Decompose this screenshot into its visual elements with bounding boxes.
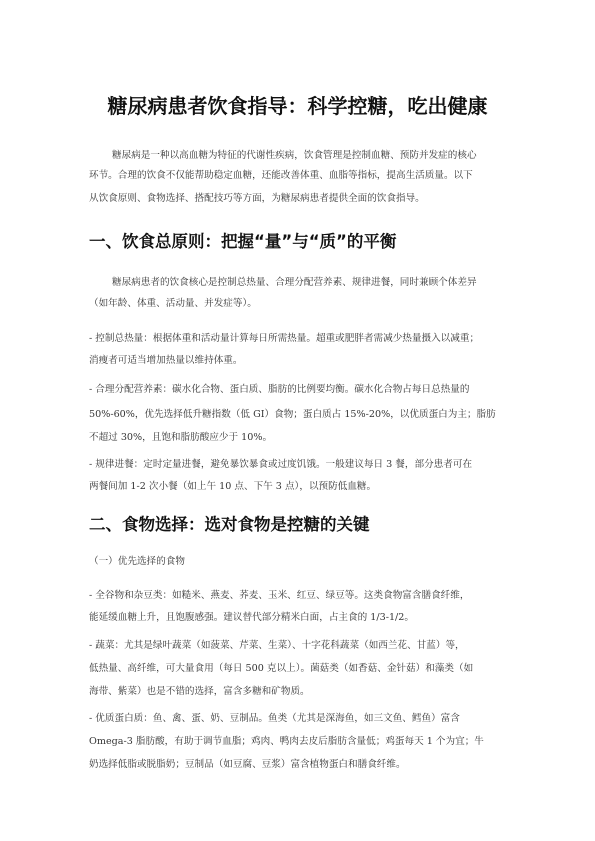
- list-item-line: 不超过 30%，且饱和脂肪酸应少于 10%。: [89, 432, 273, 443]
- principles-paragraph-line: （如年龄、体重、活动量、并发症等）。: [89, 298, 257, 309]
- list-item-line: 低热量、高纤维，可大量食用（每日 500 克以上）。菌菇类（如香菇、金针菇）和藻类（如: [89, 663, 474, 674]
- list-item-line: - 控制总热量：根据体重和活动量计算每日所需热量。超重或肥胖者需减少热量摄入以减重；: [89, 333, 480, 344]
- intro-line: 糖尿病是一种以高血糖为特征的代谢性疾病，饮食管理是控制血糖、预防并发症的核心: [112, 150, 477, 161]
- intro-line: 从饮食原则、食物选择、搭配技巧等方面，为糖尿病患者提供全面的饮食指导。: [89, 193, 425, 204]
- list-item-line: - 全谷物和杂豆类：如糙米、燕麦、荞麦、玉米、红豆、绿豆等。这类食物富含膳食纤维，: [89, 590, 470, 601]
- list-item-line: Omega-3 脂肪酸，有助于调节血脂；鸡肉、鸭肉去皮后脂肪含量低；鸡蛋每天 1 个为宜；牛: [89, 736, 484, 747]
- list-item-line: 两餐间加 1-2 次小餐（如上午 10 点、下午 3 点），以预防低血糖。: [89, 481, 377, 492]
- list-item-line: 奶选择低脂或脱脂奶；豆制品（如豆腐、豆浆）富含植物蛋白和膳食纤维。: [89, 759, 406, 770]
- list-item-line: - 合理分配营养素：碳水化合物、蛋白质、脂肪的比例要均衡。碳水化合物占每日总热量的: [89, 384, 470, 395]
- section-heading-food-choice: 二、食物选择：选对食物是控糖的关键: [89, 515, 370, 534]
- list-item-line: - 蔬菜：尤其是绿叶蔬菜（如菠菜、芹菜、生菜）、十字花科蔬菜（如西兰花、甘蓝）等，: [89, 640, 465, 651]
- section-heading-principles: 一、饮食总原则：把握“量”与“质”的平衡: [89, 232, 397, 251]
- list-item-line: 海带、紫菜）也是不错的选择，富含多糖和矿物质。: [89, 686, 310, 697]
- list-item-line: 能延缓血糖上升，且饱腹感强。建议替代部分精米白面，占主食的 1/3-1/2。: [89, 612, 414, 623]
- document-title: 糖尿病患者饮食指导：科学控糖，吃出健康: [107, 94, 488, 118]
- list-item-line: 50%-60%，优先选择低升糖指数（低 GI）食物；蛋白质占 15%-20%，以优质蛋白为主；脂肪: [89, 409, 496, 420]
- list-item-line: 消瘦者可适当增加热量以维持体重。: [89, 355, 243, 366]
- principles-paragraph-line: 糖尿病患者的饮食核心是控制总热量、合理分配营养素、规律进餐，同时兼顾个体差异: [112, 277, 477, 288]
- intro-line: 环节。合理的饮食不仅能帮助稳定血糖，还能改善体重、血脂等指标，提高生活质量。以下: [89, 170, 473, 181]
- list-item-line: - 优质蛋白质：鱼、禽、蛋、奶、豆制品。鱼类（尤其是深海鱼，如三文鱼、鳕鱼）富含: [89, 713, 460, 724]
- subsection-heading: （一）优先选择的食物: [89, 556, 185, 567]
- list-item-line: - 规律进餐：定时定量进餐，避免暴饮暴食或过度饥饿。一般建议每日 3 餐，部分患者可在: [89, 459, 473, 470]
